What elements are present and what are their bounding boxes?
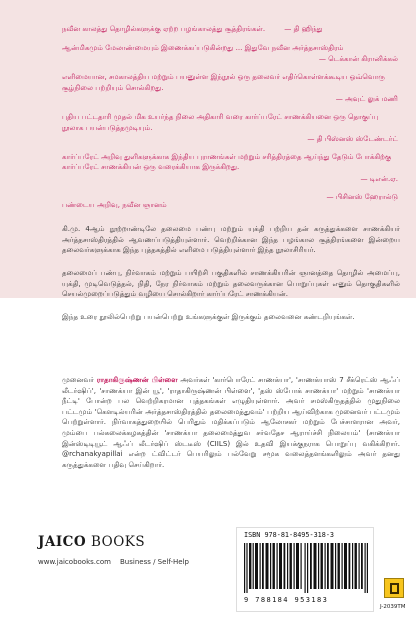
quote-text: எளிமையான, சமகாலத்திய மற்றும் பயனுள்ள இந்நூல் ஒரு தலைவர் எதிர்கொள்ளக்கூடிய ஒவ்வொரு சூழ்நிலை பற்றியும் சொல்கிறது.	[62, 72, 385, 92]
synopsis-paragraph: இந்த உரை நூலில்பெற்று பயன்பெற்று உங்களுக்குள் இருக்கும் தலைவனை கண்டறியுங்கள்.	[62, 312, 355, 321]
quote-attribution: — டெக்கான் கிரானிக்கல்	[318, 54, 398, 64]
quote-text: புதிய பட்டதாரி முதல் மிக உயர்ந்த நிலை அதிகாரி வரை கார்ப்பரேட் சாணக்கியனை ஒரு தொகுப்பு நூலாக பயன்படுத்தமுடியும்.	[62, 112, 379, 132]
quotes-section	[62, 16, 398, 219]
author-bio	[62, 375, 400, 470]
isbn-label: ISBN 978-81-8495-318-3	[244, 531, 335, 539]
publisher-brand: JAICO	[38, 534, 87, 550]
imprint-badge-icon	[384, 578, 404, 598]
quote-text: பண்டைய அறிவு, நவீன ஞானம்	[62, 199, 167, 209]
quote-attribution: — தி பிஸ்னஸ் ஸ்டேண்டர்ட்	[307, 134, 398, 144]
book-category: Business / Self-Help	[120, 558, 189, 566]
quote-block	[62, 112, 398, 144]
quote-block	[62, 43, 398, 64]
quote-text: கார்ப்பரேட் அறிவு துளிகளுக்காக இந்திய புராணங்கள் மற்றும் சரித்திரத்தை ஆய்ந்து தேடும் போக்கிற்கு கார்ப்பரேட் சாணக்கியன் ஒரு வரைக்கியாக இருக்கிறது.	[62, 152, 392, 172]
synopsis-paragraph: கி.மு. 4ஆம் நூற்றாண்டிலே தலைமை பண்பு மற்றும் யுக்தி பற்றிய தன் கருத்துக்களை சாணக்கியர் அர்த்தசாஸ்திரத்தில் ஆவணப்படுத்தியுள்ளார். வெற்றிக்கான இந்த பழங்கால சூத்திரங்களை இன்றைய தலைவர்களுக்காக இந்த புத்தகத்தில் எளிமை படுத்தியுள்ளார் இந்த நூலாசிரியர்.	[62, 224, 400, 255]
quote-attribution: — தி ஹிந்து	[284, 24, 323, 33]
quote-attribution: — டிஎன்.ஏ.	[360, 173, 398, 183]
quote-text: நவீன காலத்து தொழில்களுக்கு ஏற்ற பழங்காலத்து சூத்திரங்கள்.	[62, 24, 266, 33]
publisher-website: www.jaicobooks.com	[38, 558, 111, 566]
publisher-books: BOOKS	[90, 534, 146, 550]
quote-attribution: — அவுட் லுக் மணி	[335, 94, 398, 104]
quote-block	[62, 152, 398, 184]
quote-attribution: — பிசினஸ் ஹேரால்டு	[326, 191, 398, 201]
barcode-icon	[244, 543, 368, 593]
quote-block	[62, 72, 398, 104]
quote-text: ஆன்மிகமும் மேலாண்மையும் இணைக்கப்படுகின்றது ... இதுவே நவீன அர்த்தசாஸ்திரம்	[62, 43, 344, 52]
imprint-code: J-2039TM	[380, 604, 406, 610]
author-bio-text: அவர்கள் 'கார்பொரேட் சாணக்யா', 'சாணக்யாஸ் 7 சீக்ரெட்ஸ் ஆஃப் லீடர்ஷிப்', 'சாணக்யா இன் யூ', 'ராதாகிருஷ்ணன் பிள்ளை', 'தஸ் ஸ்போக் சாணக்யா' மற்றும் 'சாணக்யா நீட்டி' போன்ற பல வெற்றிகரமான புத்தகங்கள் எழுதியுள்ளார். அவர் சமஸ்கிருதத்தில் முதுநிலை பட்டமும் 'கௌடில்யரின் அர்த்தசாஸ்திரத்தில் தலைமைத்துவம்' பற்றிய ஆய்விற்காக முனைவர் பட்டமும் பெற்றுள்ளார். நிர்வாகத்துறையில் பெரிதும் மதிக்கப்படும் ஆலோசகர் மற்றும் பேச்சாளரான அவர், மும்பை பல்கலைக்கழகத்தின் 'சாணக்யா தலைமைத்துவ சர்வதேச ஆராய்ச்சி நிலையம்' (சாணக்யா இன்ஸ்டிடியூட் ஆஃப் லீடர்ஷிப் ஸ்டடீஸ் (CIILS) இல் உதவி இயக்குநராக பொறுப்பு வகிக்கிறார். @rchanakyapillai என்ற ட்விட்டர் பெயரிலும் பல்வேறு சமூக வலைத்தளங்களிலும் அவர் தனது கருத்துக்களை பதிவு செய்கிறார்.	[62, 375, 400, 469]
quote-block	[62, 16, 398, 35]
author-prefix: முனைவர்	[62, 375, 94, 384]
publisher-logo	[38, 534, 145, 550]
barcode-digits: 9 788184 953183	[244, 596, 329, 604]
author-name: ராதாகிருஷ்ணன் பிள்ளை	[96, 375, 178, 384]
quote-block	[62, 192, 398, 211]
synopsis-paragraph: தலைமைப் பண்பு, நிர்வாகம் மற்றும் பயிற்சி பகுதிகளில் சாணக்கியரின் ஞானத்தை தொழில் அமைப்பு, யுக்தி, முடிவெடுத்தல், நிதி, நேர நிர்வாகம் மற்றும் தலைவருக்கான பொறுப்புகள் எனும் தொகுதிகளில் செயல்முறைப்படுத்தும் வழியை சொல்கிறார் கார்ப்பரேட் சாணக்கியன்.	[62, 268, 400, 299]
